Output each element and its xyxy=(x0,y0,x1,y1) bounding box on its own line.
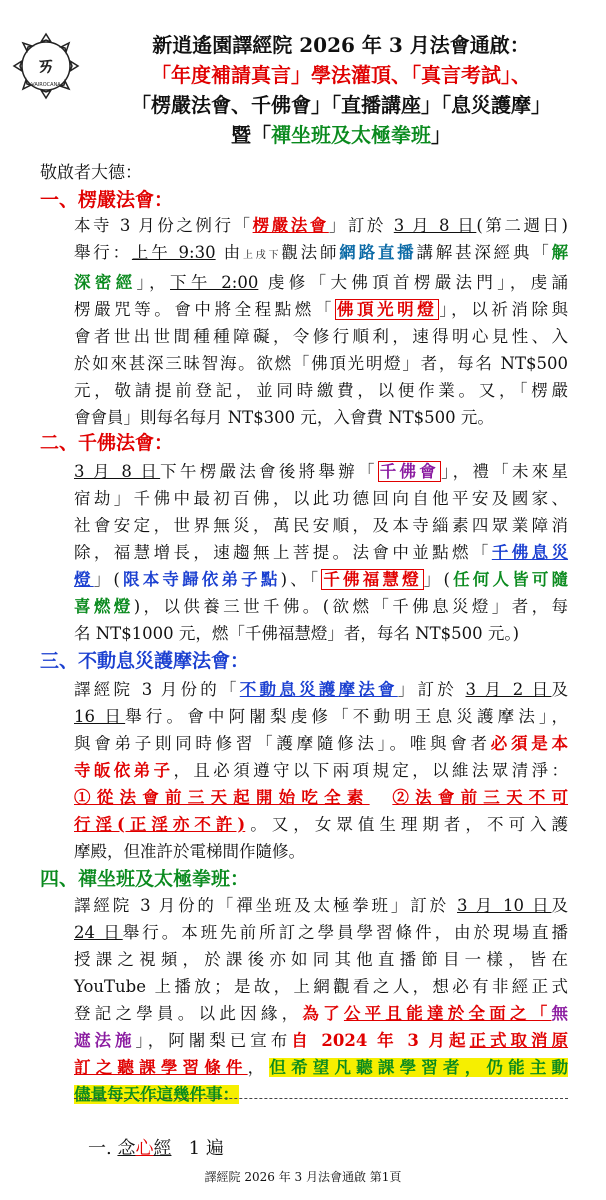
section-4-body: 譯經院 3 月份的「禪坐班及太極拳班」訂於 3 月 10 日及 24 日舉行。本班先前所訂之學員學習條件，由於現場直播 授課之視頻，於課後亦如同其他直播節目一樣，皆在 YouTube 上播放；是故，上網觀看之人，想必有非經正式 登記之學員。以此因緣，為了公平且能達於全面之「無 遮法施」，阿闍梨已宣布自 2024 年 3 月起正式取消原 訂之聽課學習條件，但希望凡聽課學習者，仍能主動 儘量每天作這幾件事： xyxy=(74,896,569,1104)
vairocana-seal-logo xyxy=(10,30,82,102)
section-title-3: 三、不動息災護摩法會： xyxy=(40,650,250,672)
svg-text:ㄞ: ㄞ xyxy=(36,53,56,77)
section-title-1: 一、楞嚴法會： xyxy=(40,189,174,211)
section-title-4: 四、禪坐班及太極拳班： xyxy=(40,868,250,890)
section-2-body: 3 月 8 日下午楞嚴法會後將舉辦「 千佛會 」，禮「未來星 宿劫」千佛中最初百佛，以此功德回向自他平安及國家、 社會安定，世界無災，萬民安順，及本寺緇素四眾業障消 除，福慧增長，速趨無上菩提。法會中並點燃「千佛息災 燈」(限本寺歸依弟子點)、「 千佛福慧燈 」(任何人皆可隨 喜燃燈)，以供養三世千佛。(欲燃「千佛息災燈」者，每 名 NT$1000 元，燃「千佛福慧燈」者，每名 NT$500 元。) xyxy=(74,462,569,643)
page-footer: 譯經院 2026 年 3 月法會通啟 第1頁 xyxy=(204,1170,402,1184)
header-line-2: 「年度補請真言」學法灌頂、「真言考試」、 xyxy=(151,63,531,87)
chant-item-1: 一. 念心經 1 遍 xyxy=(88,1138,224,1159)
section-1-body: 本寺 3 月份之例行「楞嚴法會」訂於 3 月 8 日(第二週日) 舉行：上午 9:30 由上戌下觀法師網路直播講解甚深經典「解 深密經」，下午 2:00 虔修「大佛頂首楞嚴法門」，虔誦 楞嚴咒等。會中將全程點燃「 佛頂光明燈 」，以祈消除與 會者世出世間種種障礙，令修行順利，速得明心見性、入 於如來甚深三昧智海。欲燃「佛頂光明燈」者，每名 NT$500 元，敬請提前登記，並同時繳費，以便作業。又，「楞嚴 會會員」則每名每月 NT$300 元，入會費 NT$500 元。 xyxy=(74,216,569,427)
section-3-body: 譯經院 3 月份的「不動息災護摩法會」訂於 3 月 2 日及 16 日舉行。會中阿闍梨虔修「不動明王息災護摩法」， 與會弟子則同時修習「護摩隨修法」。唯與會者必須是本 寺皈依弟子，且必須遵守以下兩項規定，以維法眾清淨： ①從法會前三天起開始吃全素 ②法會前三天不可 行淫(正淫亦不許)。又，女眾值生理期者，不可入護 摩殿，但准許於電梯間作隨修。 xyxy=(74,680,569,861)
section-title-2: 二、千佛法會： xyxy=(40,432,174,454)
notice-header xyxy=(84,30,598,150)
header-line-3: 「楞嚴法會、千佛會」「直播講座」「息災護摩」 xyxy=(131,93,551,117)
header-line-4: 暨「禪坐班及太極拳班」 xyxy=(231,123,451,147)
greeting: 敬啟者大德： xyxy=(40,163,142,183)
dashed-separator xyxy=(74,1098,568,1099)
header-line-1: 新逍遙園譯經院 2026 年 3 月法會通啟： xyxy=(152,33,530,57)
svg-text:VAIROCANA: VAIROCANA xyxy=(31,82,61,88)
